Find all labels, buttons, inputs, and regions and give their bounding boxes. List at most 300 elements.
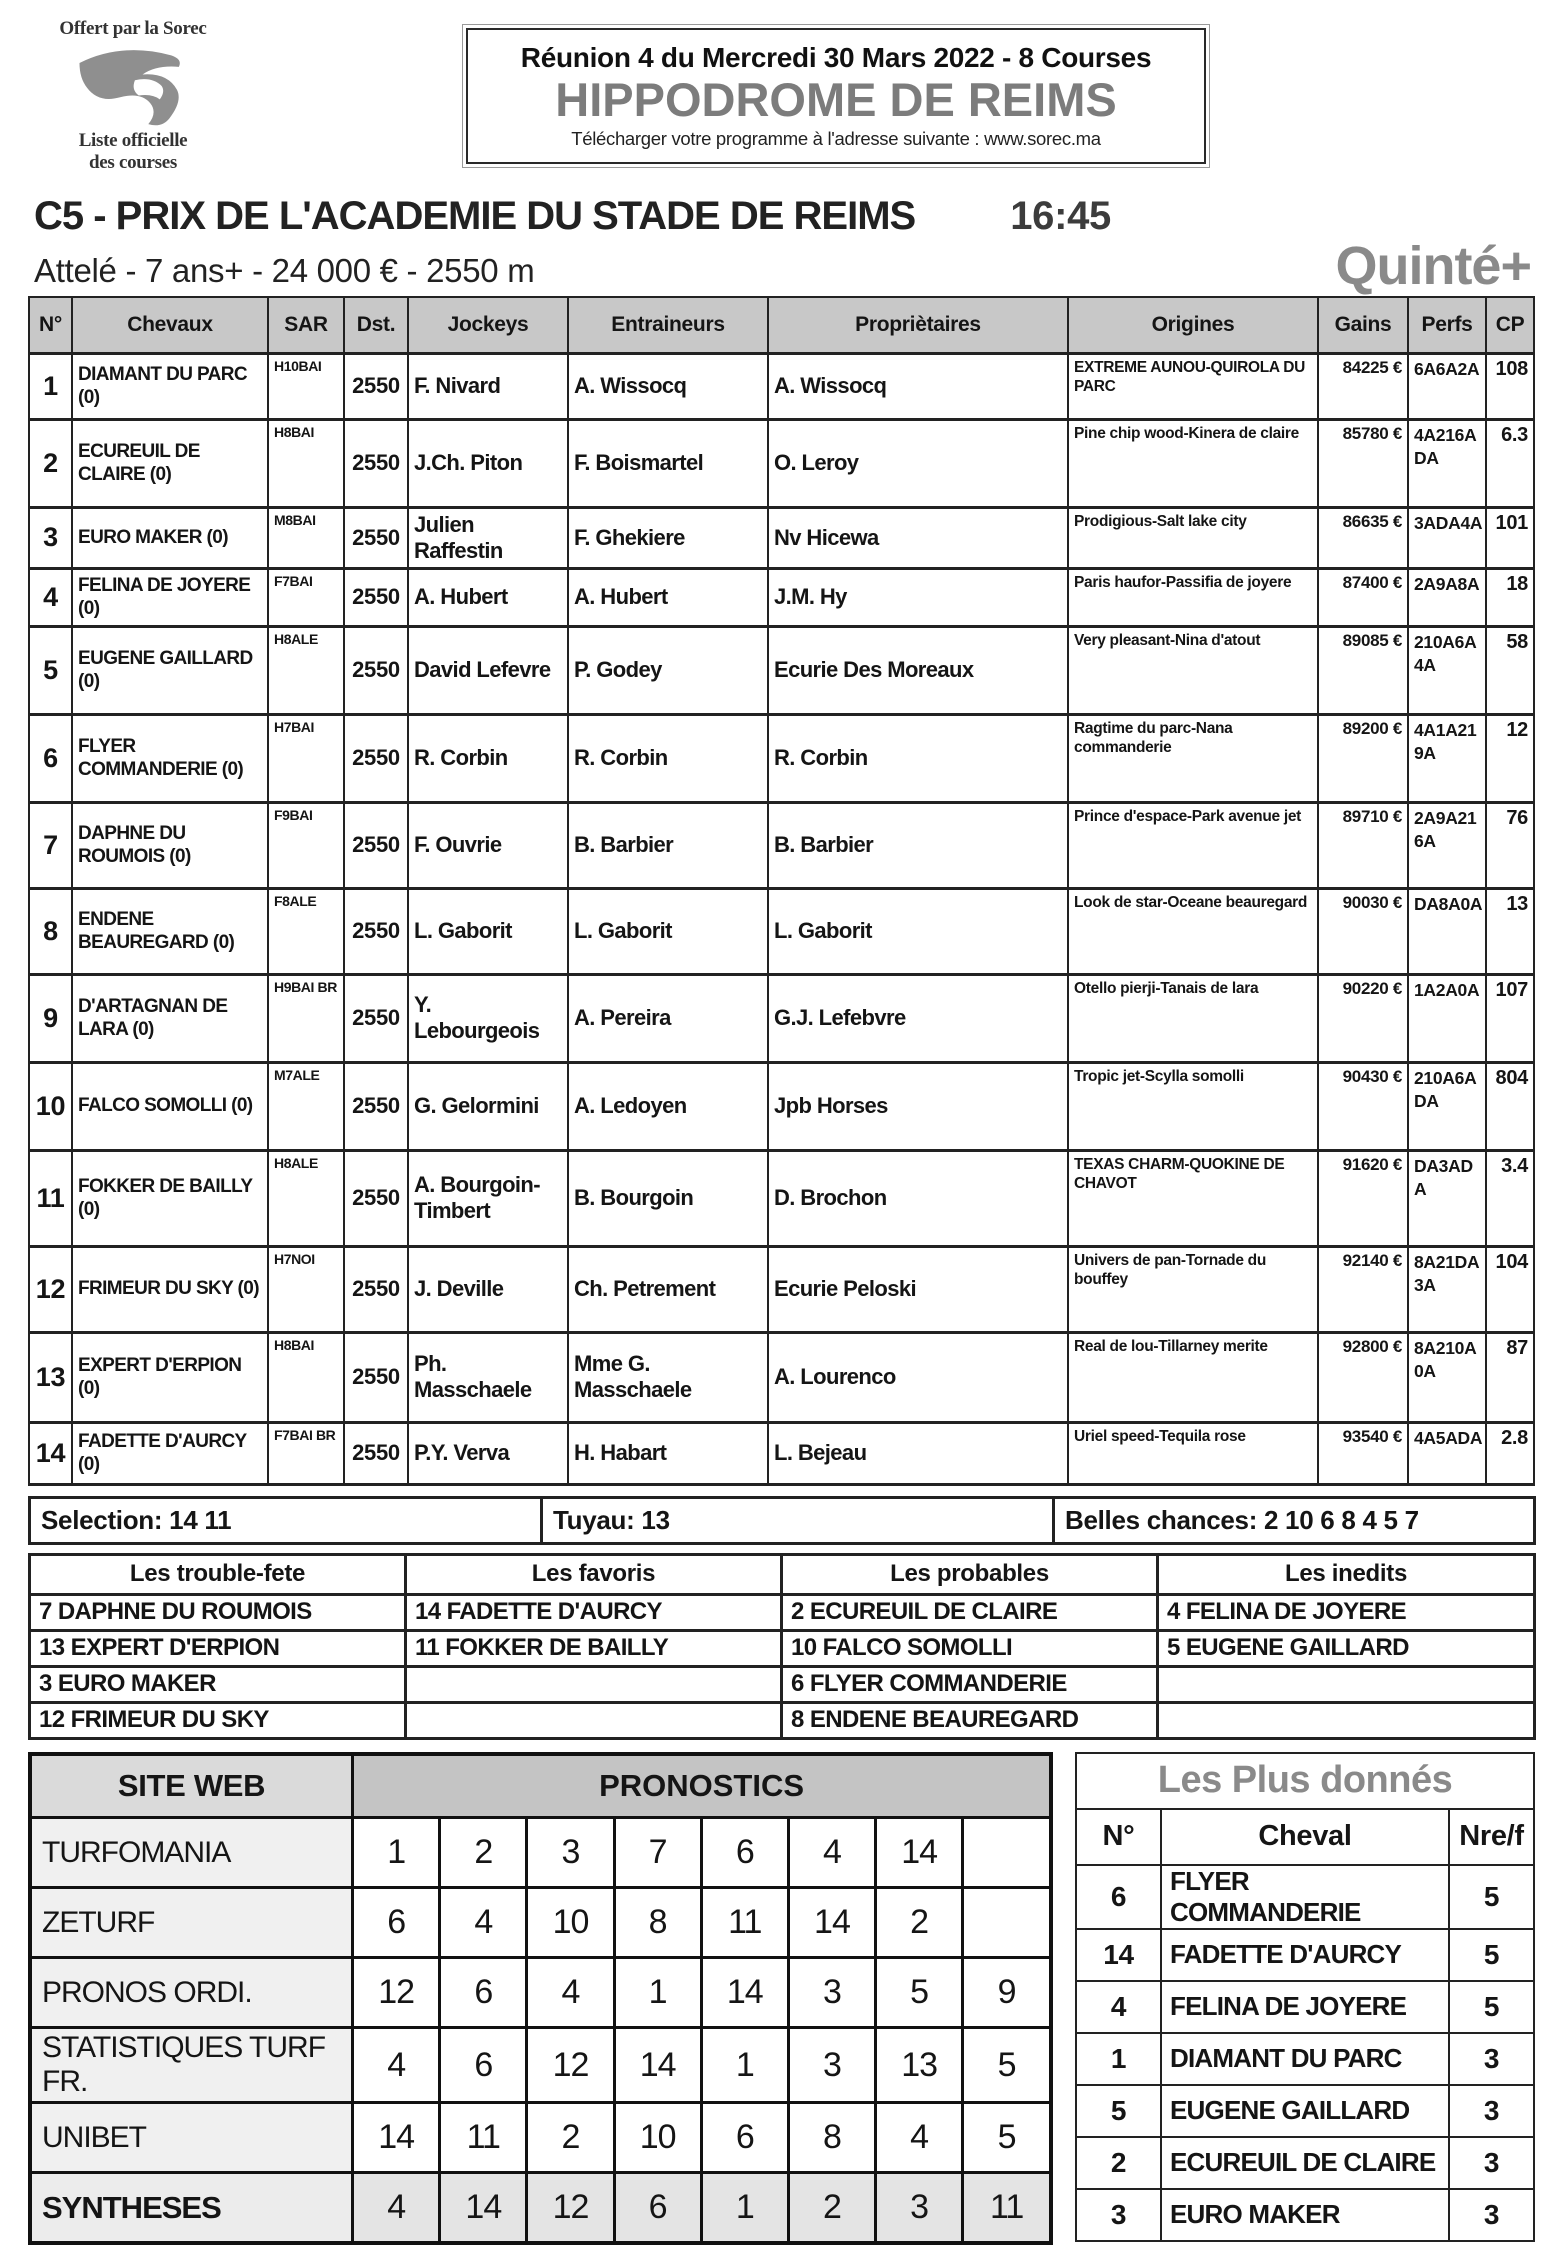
pick-cell: 14 — [701, 1958, 788, 2028]
pick-cell: 2 — [788, 2173, 875, 2243]
runner-trainer: Mme G. Masschaele — [568, 1332, 768, 1422]
plus-donnes-row — [1076, 2189, 1534, 2241]
cat-cell: 11 FOKKER DE BAILLY — [406, 1630, 782, 1666]
categories-row — [30, 1702, 1535, 1738]
runner-origins: EXTREME AUNOU-QUIROLA DU PARC — [1068, 353, 1318, 419]
col-header-gains: Gains — [1318, 297, 1408, 353]
runner-perfs: 4A1A21 9A — [1408, 714, 1486, 802]
runner-sar: H9BAI BR — [268, 974, 344, 1062]
runner-sar: F7BAI BR — [268, 1422, 344, 1484]
runner-distance: 2550 — [344, 419, 408, 507]
runner-number: 9 — [29, 974, 72, 1062]
runner-jockey: Ph. Masschaele — [408, 1332, 568, 1422]
runner-perfs: 6A6A2A — [1408, 353, 1486, 419]
runner-perfs: 3ADA4A — [1408, 507, 1486, 568]
runner-origins: Prince d'espace-Park avenue jet — [1068, 802, 1318, 888]
runner-perfs: 8A21DA 3A — [1408, 1246, 1486, 1332]
pick-cell: 4 — [876, 2103, 963, 2173]
pronostics-header: PRONOSTICS — [353, 1754, 1051, 1818]
runner-sar: F9BAI — [268, 802, 344, 888]
pick-cell: 6 — [440, 2028, 527, 2103]
runner-gains: 93540 € — [1318, 1422, 1408, 1484]
plus-num: 5 — [1076, 2085, 1161, 2137]
runner-name: FELINA DE JOYERE (0) — [72, 568, 268, 626]
runner-sar: H7NOI — [268, 1246, 344, 1332]
plus-donnes-title-row — [1076, 1753, 1534, 1809]
runner-name: EXPERT D'ERPION (0) — [72, 1332, 268, 1422]
col-header-perfs: Perfs — [1408, 297, 1486, 353]
belles-chances-cell: Belles chances: 2 10 6 8 4 5 7 — [1054, 1497, 1535, 1543]
runner-cp: 13 — [1486, 888, 1534, 974]
runner-owner: L. Bejeau — [768, 1422, 1068, 1484]
plus-col-nref: Nre/f — [1449, 1809, 1534, 1865]
runner-owner: Ecurie Peloski — [768, 1246, 1068, 1332]
runner-name: D'ARTAGNAN DE LARA (0) — [72, 974, 268, 1062]
pick-cell: 14 — [788, 1888, 875, 1958]
plus-num: 3 — [1076, 2189, 1161, 2241]
runner-trainer: F. Ghekiere — [568, 507, 768, 568]
pick-cell: 5 — [876, 1958, 963, 2028]
cat-cell: 6 FLYER COMMANDERIE — [782, 1666, 1158, 1702]
plus-num: 1 — [1076, 2033, 1161, 2085]
pick-cell: 6 — [701, 1818, 788, 1888]
runner-owner: L. Gaborit — [768, 888, 1068, 974]
cat-cell: 3 EURO MAKER — [30, 1666, 406, 1702]
runner-owner: R. Corbin — [768, 714, 1068, 802]
pick-cell: 5 — [963, 2028, 1051, 2103]
runner-perfs: DA8A0A — [1408, 888, 1486, 974]
categories-row — [30, 1666, 1535, 1702]
runner-origins: Real de lou-Tillarney merite — [1068, 1332, 1318, 1422]
hippodrome-name: HIPPODROME DE REIMS — [555, 73, 1117, 126]
runner-trainer: H. Habart — [568, 1422, 768, 1484]
runner-trainer: F. Boismartel — [568, 419, 768, 507]
runner-number: 11 — [29, 1150, 72, 1246]
plus-col-cheval: Cheval — [1161, 1809, 1449, 1865]
race-conditions-row — [28, 236, 1533, 296]
logo-caption-top: Offert par la Sorec — [59, 18, 207, 39]
site-name: TURFOMANIA — [30, 1818, 353, 1888]
table-row — [29, 568, 1534, 626]
runner-owner: J.M. Hy — [768, 568, 1068, 626]
runner-jockey: R. Corbin — [408, 714, 568, 802]
runner-sar: M8BAI — [268, 507, 344, 568]
plus-donnes-row — [1076, 2033, 1534, 2085]
runner-gains: 86635 € — [1318, 507, 1408, 568]
runner-gains: 91620 € — [1318, 1150, 1408, 1246]
runner-name: FLYER COMMANDERIE (0) — [72, 714, 268, 802]
pick-cell: 11 — [963, 2173, 1051, 2243]
table-row — [29, 714, 1534, 802]
runner-jockey: L. Gaborit — [408, 888, 568, 974]
plus-cheval: DIAMANT DU PARC — [1161, 2033, 1449, 2085]
runner-name: EUGENE GAILLARD (0) — [72, 626, 268, 714]
pick-cell: 1 — [614, 1958, 701, 2028]
plus-cheval: EURO MAKER — [1161, 2189, 1449, 2241]
selection-cell: Selection: 14 11 — [30, 1497, 542, 1543]
cat-cell: 7 DAPHNE DU ROUMOIS — [30, 1594, 406, 1630]
cat-cell: 5 EUGENE GAILLARD — [1158, 1630, 1535, 1666]
runner-name: FADETTE D'AURCY (0) — [72, 1422, 268, 1484]
logo-caption-line1: Liste officielle — [78, 130, 188, 151]
pick-cell: 14 — [353, 2103, 440, 2173]
runner-perfs: 4A5ADA — [1408, 1422, 1486, 1484]
pick-cell: 6 — [353, 1888, 440, 1958]
cat-cell — [1158, 1666, 1535, 1702]
race-conditions: Attelé - 7 ans+ - 24 000 € - 2550 m — [34, 252, 535, 290]
col-header-jockeys: Jockeys — [408, 297, 568, 353]
pick-cell: 11 — [701, 1888, 788, 1958]
runner-cp: 87 — [1486, 1332, 1534, 1422]
runner-perfs: 4A216A DA — [1408, 419, 1486, 507]
siteweb-header: SITE WEB — [30, 1754, 353, 1818]
syntheses-row — [30, 2173, 1051, 2243]
table-row — [29, 626, 1534, 714]
pick-cell: 4 — [353, 2028, 440, 2103]
runner-gains: 89200 € — [1318, 714, 1408, 802]
site-name: PRONOS ORDI. — [30, 1958, 353, 2028]
plus-donnes-row — [1076, 2085, 1534, 2137]
pronostic-row — [30, 2103, 1051, 2173]
runner-gains: 89085 € — [1318, 626, 1408, 714]
race-title: C5 - PRIX DE L'ACADEMIE DU STADE DE REIMS — [34, 194, 916, 238]
categories-row — [30, 1594, 1535, 1630]
runner-jockey: P.Y. Verva — [408, 1422, 568, 1484]
runner-distance: 2550 — [344, 802, 408, 888]
pick-cell: 4 — [353, 2173, 440, 2243]
pick-cell: 7 — [614, 1818, 701, 1888]
plus-num: 4 — [1076, 1981, 1161, 2033]
runner-distance: 2550 — [344, 507, 408, 568]
cat-header-favoris: Les favoris — [406, 1554, 782, 1594]
runner-distance: 2550 — [344, 1150, 408, 1246]
runner-number: 4 — [29, 568, 72, 626]
runner-gains: 90430 € — [1318, 1062, 1408, 1150]
plus-donnes-panel — [1075, 1752, 1533, 2242]
runner-name: FOKKER DE BAILLY (0) — [72, 1150, 268, 1246]
runner-origins: Prodigious-Salt lake city — [1068, 507, 1318, 568]
pronostics-header-row — [30, 1754, 1051, 1818]
runners-table — [28, 296, 1535, 1486]
plus-cheval: FELINA DE JOYERE — [1161, 1981, 1449, 2033]
pronostic-row — [30, 1958, 1051, 2028]
runner-owner: G.J. Lefebvre — [768, 974, 1068, 1062]
cat-header-trouble-fete: Les trouble-fete — [30, 1554, 406, 1594]
col-header-sar: SAR — [268, 297, 344, 353]
runner-jockey: Y. Lebourgeois — [408, 974, 568, 1062]
runner-number: 13 — [29, 1332, 72, 1422]
pick-cell: 12 — [353, 1958, 440, 2028]
runner-cp: 101 — [1486, 507, 1534, 568]
site-name: ZETURF — [30, 1888, 353, 1958]
runner-origins: Uriel speed-Tequila rose — [1068, 1422, 1318, 1484]
pick-cell: 3 — [876, 2173, 963, 2243]
pick-cell: 2 — [527, 2103, 614, 2173]
table-row — [29, 1422, 1534, 1484]
cat-cell: 8 ENDENE BEAUREGARD — [782, 1702, 1158, 1738]
runner-origins: Ragtime du parc-Nana commanderie — [1068, 714, 1318, 802]
pick-cell: 4 — [788, 1818, 875, 1888]
runner-sar: F8ALE — [268, 888, 344, 974]
runner-jockey: F. Nivard — [408, 353, 568, 419]
plus-cheval: FADETTE D'AURCY — [1161, 1929, 1449, 1981]
plus-donnes-row — [1076, 2137, 1534, 2189]
plus-count: 3 — [1449, 2085, 1534, 2137]
runner-distance: 2550 — [344, 1332, 408, 1422]
selection-row — [30, 1497, 1535, 1543]
pick-cell: 8 — [614, 1888, 701, 1958]
cat-header-probables: Les probables — [782, 1554, 1158, 1594]
sorec-logo — [28, 18, 238, 175]
runner-trainer: A. Ledoyen — [568, 1062, 768, 1150]
runner-name: DIAMANT DU PARC (0) — [72, 353, 268, 419]
plus-donnes-table — [1075, 1752, 1535, 2242]
pick-cell: 11 — [440, 2103, 527, 2173]
plus-num: 2 — [1076, 2137, 1161, 2189]
table-row — [29, 888, 1534, 974]
bottom-section — [28, 1752, 1533, 2245]
runner-distance: 2550 — [344, 888, 408, 974]
runner-jockey: A. Hubert — [408, 568, 568, 626]
runner-owner: B. Barbier — [768, 802, 1068, 888]
runner-trainer: R. Corbin — [568, 714, 768, 802]
runner-origins: Tropic jet-Scylla somolli — [1068, 1062, 1318, 1150]
runner-distance: 2550 — [344, 1422, 408, 1484]
syntheses-label: SYNTHESES — [30, 2173, 353, 2243]
cat-cell: 12 FRIMEUR DU SKY — [30, 1702, 406, 1738]
runner-distance: 2550 — [344, 714, 408, 802]
runner-distance: 2550 — [344, 353, 408, 419]
pick-cell: 3 — [788, 2028, 875, 2103]
runner-number: 10 — [29, 1062, 72, 1150]
runner-cp: 3.4 — [1486, 1150, 1534, 1246]
table-row — [29, 507, 1534, 568]
runner-trainer: A. Wissocq — [568, 353, 768, 419]
runner-jockey: G. Gelormini — [408, 1062, 568, 1150]
pronostic-row — [30, 1888, 1051, 1958]
pick-cell: 8 — [788, 2103, 875, 2173]
runner-trainer: L. Gaborit — [568, 888, 768, 974]
runner-owner: D. Brochon — [768, 1150, 1068, 1246]
runner-perfs: 2A9A21 6A — [1408, 802, 1486, 888]
pick-cell: 1 — [701, 2028, 788, 2103]
pick-cell: 4 — [527, 1958, 614, 2028]
plus-donnes-header-row — [1076, 1809, 1534, 1865]
plus-count: 5 — [1449, 1865, 1534, 1929]
page-header — [28, 0, 1533, 188]
runner-cp: 12 — [1486, 714, 1534, 802]
runner-name: FALCO SOMOLLI (0) — [72, 1062, 268, 1150]
plus-cheval: FLYER COMMANDERIE — [1161, 1865, 1449, 1929]
col-header-dst: Dst. — [344, 297, 408, 353]
runner-gains: 87400 € — [1318, 568, 1408, 626]
runner-trainer: B. Barbier — [568, 802, 768, 888]
runner-sar: F7BAI — [268, 568, 344, 626]
col-header-cp: CP — [1486, 297, 1534, 353]
runner-name: ECUREUIL DE CLAIRE (0) — [72, 419, 268, 507]
table-row — [29, 353, 1534, 419]
runner-owner: Jpb Horses — [768, 1062, 1068, 1150]
cat-cell: 4 FELINA DE JOYERE — [1158, 1594, 1535, 1630]
plus-donnes-title: Les Plus donnés — [1076, 1753, 1534, 1809]
runner-gains: 90030 € — [1318, 888, 1408, 974]
runner-trainer: Ch. Petrement — [568, 1246, 768, 1332]
runner-number: 3 — [29, 507, 72, 568]
runner-jockey: F. Ouvrie — [408, 802, 568, 888]
plus-donnes-row — [1076, 1865, 1534, 1929]
runner-trainer: B. Bourgoin — [568, 1150, 768, 1246]
runner-cp: 107 — [1486, 974, 1534, 1062]
cat-cell — [406, 1702, 782, 1738]
runner-jockey: J. Deville — [408, 1246, 568, 1332]
plus-count: 5 — [1449, 1929, 1534, 1981]
runner-gains: 90220 € — [1318, 974, 1408, 1062]
runner-jockey: David Lefevre — [408, 626, 568, 714]
race-title-row — [28, 188, 1533, 239]
col-header-entraineurs: Entraineurs — [568, 297, 768, 353]
col-header-num: N° — [29, 297, 72, 353]
runner-trainer: P. Godey — [568, 626, 768, 714]
plus-count: 3 — [1449, 2137, 1534, 2189]
plus-count: 5 — [1449, 1981, 1534, 2033]
runner-owner: O. Leroy — [768, 419, 1068, 507]
runner-number: 12 — [29, 1246, 72, 1332]
site-name: UNIBET — [30, 2103, 353, 2173]
site-name: STATISTIQUES TURF FR. — [30, 2028, 353, 2103]
col-header-proprietaires: Propriètaires — [768, 297, 1068, 353]
plus-count: 3 — [1449, 2033, 1534, 2085]
runner-number: 2 — [29, 419, 72, 507]
runners-header-row — [29, 297, 1534, 353]
runner-number: 6 — [29, 714, 72, 802]
runner-owner: Nv Hicewa — [768, 507, 1068, 568]
runner-distance: 2550 — [344, 1062, 408, 1150]
runner-gains: 84225 € — [1318, 353, 1408, 419]
pick-cell: 2 — [440, 1818, 527, 1888]
pick-cell: 3 — [527, 1818, 614, 1888]
cat-cell: 14 FADETTE D'AURCY — [406, 1594, 782, 1630]
selection-bar — [28, 1496, 1536, 1545]
runner-jockey: Julien Raffestin — [408, 507, 568, 568]
pick-cell: 12 — [527, 2173, 614, 2243]
runner-name: ENDENE BEAUREGARD (0) — [72, 888, 268, 974]
table-row — [29, 1062, 1534, 1150]
pick-cell — [963, 1818, 1051, 1888]
pick-cell: 6 — [614, 2173, 701, 2243]
runner-gains: 89710 € — [1318, 802, 1408, 888]
plus-count: 3 — [1449, 2189, 1534, 2241]
runner-gains: 85780 € — [1318, 419, 1408, 507]
download-note: Télécharger votre programme à l'adresse suivante : www.sorec.ma — [571, 127, 1101, 149]
tuyau-cell: Tuyau: 13 — [542, 1497, 1054, 1543]
cat-cell: 10 FALCO SOMOLLI — [782, 1630, 1158, 1666]
runner-number: 14 — [29, 1422, 72, 1484]
pick-cell: 14 — [440, 2173, 527, 2243]
col-header-chevaux: Chevaux — [72, 297, 268, 353]
meeting-header-box — [466, 28, 1206, 164]
pick-cell: 2 — [876, 1888, 963, 1958]
plus-num: 6 — [1076, 1865, 1161, 1929]
race-time: 16:45 — [1010, 194, 1111, 238]
runner-cp: 2.8 — [1486, 1422, 1534, 1484]
pick-cell: 3 — [788, 1958, 875, 2028]
col-header-origines: Origines — [1068, 297, 1318, 353]
runner-sar: M7ALE — [268, 1062, 344, 1150]
runner-origins: TEXAS CHARM-QUOKINE DE CHAVOT — [1068, 1150, 1318, 1246]
runner-number: 5 — [29, 626, 72, 714]
pick-cell — [963, 1888, 1051, 1958]
logo-caption-line2: des courses — [89, 152, 177, 174]
runner-sar: H8ALE — [268, 626, 344, 714]
runner-origins: Look de star-Oceane beauregard — [1068, 888, 1318, 974]
categories-table — [28, 1553, 1536, 1740]
pick-cell: 10 — [614, 2103, 701, 2173]
runner-cp: 58 — [1486, 626, 1534, 714]
runner-sar: H8ALE — [268, 1150, 344, 1246]
runner-sar: H8BAI — [268, 1332, 344, 1422]
pick-cell: 1 — [701, 2173, 788, 2243]
runner-jockey: J.Ch. Piton — [408, 419, 568, 507]
pick-cell: 14 — [614, 2028, 701, 2103]
runner-perfs: DA3AD A — [1408, 1150, 1486, 1246]
runner-cp: 104 — [1486, 1246, 1534, 1332]
plus-donnes-row — [1076, 1981, 1534, 2033]
runner-cp: 6.3 — [1486, 419, 1534, 507]
runner-origins: Pine chip wood-Kinera de claire — [1068, 419, 1318, 507]
runner-origins: Otello pierji-Tanais de lara — [1068, 974, 1318, 1062]
pick-cell: 13 — [876, 2028, 963, 2103]
pronostics-table — [28, 1752, 1053, 2245]
pick-cell: 10 — [527, 1888, 614, 1958]
table-row — [29, 419, 1534, 507]
runner-perfs: 1A2A0A — [1408, 974, 1486, 1062]
cat-cell — [406, 1666, 782, 1702]
cat-header-inedits: Les inedits — [1158, 1554, 1535, 1594]
quinte-badge: Quinté+ — [1335, 236, 1531, 296]
runner-gains: 92800 € — [1318, 1332, 1408, 1422]
runner-perfs: 2A9A8A — [1408, 568, 1486, 626]
runner-perfs: 210A6A DA — [1408, 1062, 1486, 1150]
plus-num: 14 — [1076, 1929, 1161, 1981]
runner-number: 8 — [29, 888, 72, 974]
runner-gains: 92140 € — [1318, 1246, 1408, 1332]
runner-distance: 2550 — [344, 974, 408, 1062]
runner-origins: Univers de pan-Tornade du bouffey — [1068, 1246, 1318, 1332]
runner-cp: 18 — [1486, 568, 1534, 626]
runner-origins: Paris haufor-Passifia de joyere — [1068, 568, 1318, 626]
pick-cell: 6 — [440, 1958, 527, 2028]
runner-perfs: 8A210A 0A — [1408, 1332, 1486, 1422]
logo-caption-bottom — [28, 130, 238, 175]
pick-cell: 5 — [963, 2103, 1051, 2173]
pronostic-row — [30, 1818, 1051, 1888]
plus-cheval: EUGENE GAILLARD — [1161, 2085, 1449, 2137]
runner-distance: 2550 — [344, 568, 408, 626]
pick-cell: 9 — [963, 1958, 1051, 2028]
pick-cell: 6 — [701, 2103, 788, 2173]
pick-cell: 1 — [353, 1818, 440, 1888]
pick-cell: 12 — [527, 2028, 614, 2103]
runner-name: DAPHNE DU ROUMOIS (0) — [72, 802, 268, 888]
runner-cp: 804 — [1486, 1062, 1534, 1150]
categories-row — [30, 1630, 1535, 1666]
plus-col-num: N° — [1076, 1809, 1161, 1865]
runner-number: 1 — [29, 353, 72, 419]
runner-name: FRIMEUR DU SKY (0) — [72, 1246, 268, 1332]
table-row — [29, 802, 1534, 888]
runner-trainer: A. Pereira — [568, 974, 768, 1062]
table-row — [29, 1332, 1534, 1422]
